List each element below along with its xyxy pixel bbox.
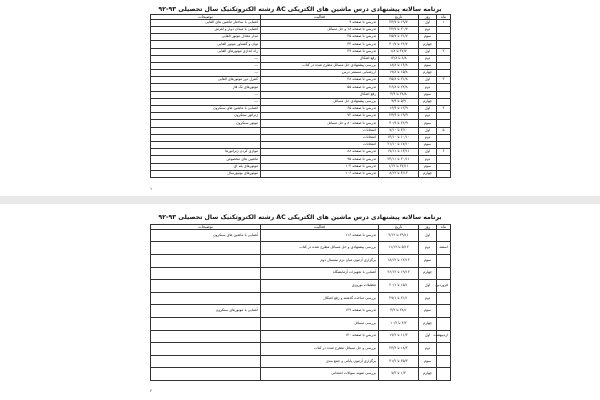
month-cell (437, 355, 451, 368)
date-cell: ۱/۳ تا ۷/۳ (379, 368, 419, 381)
month-cell (437, 120, 451, 127)
notes-cell: موتورهای پله ای (151, 163, 261, 170)
date-cell: ۲۹/۱۱ تا ۴/۱۲ (379, 229, 419, 242)
date-cell: ۲۸/۱ تا ۳/۲ (379, 305, 419, 318)
schedule-table (150, 14, 451, 178)
month-cell (437, 141, 451, 148)
table-row (151, 317, 451, 330)
table-row (151, 156, 451, 163)
month-cell (437, 91, 451, 98)
table-row (151, 163, 451, 170)
month-cell (437, 305, 451, 318)
table-row (151, 91, 451, 98)
month-cell: اسفند (437, 242, 451, 255)
day-cell: سوم (419, 62, 437, 69)
activity-cell: تدریس تا صفحه ۱۲۹ (261, 305, 379, 318)
date-cell: ۱۹/۱۲ تا ۲۶/۱۲ (379, 267, 419, 280)
activity-cell: بررسی نمونه سوالات امتحانی (261, 368, 379, 381)
day-cell: اول (419, 330, 437, 343)
table-row (151, 149, 451, 156)
day-cell: اول (419, 149, 437, 156)
day-cell: دوم (419, 292, 437, 305)
date-cell: ۲۶/۹ تا ۳۰/۹ (379, 120, 419, 127)
activity-cell: تدریس تا صفحه ۹۵ (261, 156, 379, 163)
notes-cell: آشنایی با میدان دوار و لغزش (151, 26, 261, 33)
notes-cell: موازی کردن ژنراتورها (151, 149, 261, 156)
day-cell: چهارم (419, 98, 437, 105)
month-cell (437, 163, 451, 170)
date-cell: ۴/۲ تا ۱۰/۲ (379, 317, 419, 330)
notes-cell (151, 343, 261, 356)
header-day: روز (419, 15, 437, 20)
date-cell: ۱۵/۸ تا ۱۹/۸ (379, 70, 419, 77)
notes-cell: راه اندازی موتورهای القایی (151, 48, 261, 55)
month-cell (437, 267, 451, 280)
date-cell: ۲۰/۱۱ تا ۲۴/۱۱ (379, 156, 419, 163)
table-row (151, 355, 451, 368)
table-row (151, 70, 451, 77)
date-cell: ۲۵/۲ تا ۳۱/۲ (379, 355, 419, 368)
month-cell (437, 84, 451, 91)
notes-cell (151, 330, 261, 343)
month-cell: ۴ (437, 106, 451, 113)
date-cell: ۲۱/۸ تا ۲۵/۸ (379, 77, 419, 84)
notes-cell: آشنایی با ماشین های سنکرون (151, 229, 261, 242)
activity-cell: امتحانات (261, 127, 379, 134)
month-cell: ۱ (437, 19, 451, 26)
month-cell: فروردین (437, 280, 451, 293)
day-cell: چهارم (419, 41, 437, 48)
month-cell (437, 26, 451, 33)
day-cell: سوم (419, 305, 437, 318)
table-row (151, 98, 451, 105)
notes-cell: موتورهای یونیورسال (151, 170, 261, 177)
notes-cell (151, 292, 261, 305)
activity-cell: آشنایی با تجهیزات آزمایشگاه (261, 267, 379, 280)
day-cell: چهارم (419, 170, 437, 177)
activity-cell: تدریس تا صفحه ۱۰۶ (261, 170, 379, 177)
date-cell: ۱۵/۱ تا ۲۰/۱ (379, 280, 419, 293)
day-cell: دوم (419, 84, 437, 91)
notes-cell: مدار معادل موتور القایی (151, 34, 261, 41)
date-cell: ۵/۹ تا ۹/۹ (379, 98, 419, 105)
notes-cell: — (151, 70, 261, 77)
header-month: ماه (437, 225, 451, 230)
day-cell: سوم (419, 355, 437, 368)
activity-cell: تدریس تا صفحه ۵۵ (261, 84, 379, 91)
date-cell: ۱۰/۱۰ تا ۱۴/۱۰ (379, 134, 419, 141)
day-cell: اول (419, 280, 437, 293)
activity-cell: بررسی پیشنهادی حل مسائل (261, 98, 379, 105)
activity-cell: بررسی پیشنهادی و حل مسائل مطرح شده در کتاب (261, 242, 379, 255)
document-page-2 (0, 204, 600, 400)
table-row (151, 170, 451, 177)
table-row (151, 55, 451, 62)
date-cell: ۲۶/۷ تا ۳۰/۷ (379, 41, 419, 48)
month-cell: ۲ (437, 48, 451, 55)
notes-cell: — (151, 55, 261, 62)
day-cell: چهارم (419, 267, 437, 280)
day-cell: اول (419, 19, 437, 26)
table-row (151, 280, 451, 293)
table-row (151, 62, 451, 69)
notes-cell: ژنراتور سنکرون (151, 113, 261, 120)
notes-cell: — (151, 98, 261, 105)
month-cell (437, 229, 451, 242)
month-cell (437, 156, 451, 163)
activity-cell: تدریس تا صفحه ۱۴۰ (261, 330, 379, 343)
header-month: ماه (437, 15, 451, 20)
notes-cell: موتور سنکرون (151, 120, 261, 127)
month-cell (437, 98, 451, 105)
page-title: برنامه سالانه پیشنهادی درس ماشین های الکتریکی AC رشته الکتروتکنیک سال تحصیلی ۹۳-۹۲ (158, 214, 442, 221)
table-row (151, 229, 451, 242)
table-row (151, 48, 451, 55)
month-cell (437, 170, 451, 177)
activity-cell: رفع اشکال (261, 91, 379, 98)
notes-cell (151, 280, 261, 293)
header-date: تاریخ (379, 225, 419, 230)
schedule-table (150, 224, 451, 381)
date-cell: ۲۱/۷ تا ۲۵/۷ (379, 34, 419, 41)
day-cell: دوم (419, 134, 437, 141)
table-row (151, 84, 451, 91)
table-row (151, 127, 451, 134)
day-cell: اول (419, 229, 437, 242)
table-row (151, 242, 451, 255)
table-row (151, 77, 451, 84)
date-cell: ۱۴/۸ تا ۱۸/۸ (379, 62, 419, 69)
header-notes: توضیحات (151, 225, 261, 230)
month-cell: اردیبهشت (437, 330, 451, 343)
date-cell: ۵/۱۲ تا ۱۱/۱۲ (379, 242, 419, 255)
month-cell (437, 254, 451, 267)
month-cell (437, 41, 451, 48)
activity-cell: تدریس تا صفحه ۳۹ (261, 48, 379, 55)
notes-cell: توان و گشتاور موتور القایی (151, 41, 261, 48)
table-row (151, 34, 451, 41)
notes-cell (151, 141, 261, 148)
notes-cell (151, 317, 261, 330)
date-cell: ۲۷/۱۱ تا ۱/۱۲ (379, 163, 419, 170)
date-cell: ۲۷/۷ تا ۱/۸ (379, 48, 419, 55)
month-cell (437, 343, 451, 356)
table-row (151, 26, 451, 33)
table-row (151, 141, 451, 148)
table-row (151, 254, 451, 267)
day-cell: سوم (419, 141, 437, 148)
date-cell: ۱۳/۱۱ تا ۱۷/۱۱ (379, 149, 419, 156)
day-cell: چهارم (419, 317, 437, 330)
notes-cell (151, 355, 261, 368)
notes-cell: ماشین های مخصوص (151, 156, 261, 163)
activity-cell: بررسی و حل مسائل مطرح شده در کتاب (261, 343, 379, 356)
table-row (151, 41, 451, 48)
header-activity: فعالیت (261, 225, 379, 230)
date-cell: ۱۹/۷ تا ۲۳/۷ (379, 19, 419, 26)
header-notes: توضیحات (151, 15, 261, 20)
date-cell: ۲۰/۷ تا ۲۴/۷ (379, 26, 419, 33)
activity-cell: امتحانات (261, 141, 379, 148)
notes-cell (151, 368, 261, 381)
activity-cell: تدریس تا صفحه ۱۱۶ (261, 229, 379, 242)
day-cell: دوم (419, 55, 437, 62)
day-cell: چهارم (419, 368, 437, 381)
date-cell: ۱۱/۲ تا ۱۷/۲ (379, 330, 419, 343)
day-cell: سوم (419, 163, 437, 170)
activity-cell: تدریس تا صفحه ۱۰۲ (261, 163, 379, 170)
month-cell (437, 70, 451, 77)
day-cell: سوم (419, 254, 437, 267)
month-cell: ۵ (437, 127, 451, 134)
activity-cell: تدریس تا صفحه ۴۸ (261, 77, 379, 84)
page-title: برنامه سالانه پیشنهادی درس ماشین های الکتریکی AC رشته الکتروتکنیک سال تحصیلی ۹۳-۹۲ (158, 6, 442, 13)
page-separator (0, 196, 600, 204)
table-row (151, 368, 451, 381)
activity-cell: امتحانات (261, 134, 379, 141)
month-cell (437, 55, 451, 62)
day-cell: اول (419, 48, 437, 55)
table-row (151, 120, 451, 127)
month-cell (437, 34, 451, 41)
notes-cell (151, 242, 261, 255)
activity-cell: تدریس تا صفحه ۹ (261, 19, 379, 26)
notes-cell (151, 127, 261, 134)
notes-cell: آشنایی با ماشین های سنکرون (151, 106, 261, 113)
activity-cell: تدریس تا صفحه ۷۲ (261, 113, 379, 120)
month-cell: ۳ (437, 77, 451, 84)
month-cell (437, 62, 451, 69)
page-number: ۲ (150, 388, 153, 393)
notes-cell: — (151, 91, 261, 98)
activity-cell: رفع اشکال (261, 55, 379, 62)
header-date: تاریخ (379, 15, 419, 20)
activity-cell: تدریس تا صفحه ۶۵ (261, 106, 379, 113)
date-cell: ۱۲/۱۲ تا ۱۸/۱۲ (379, 254, 419, 267)
notes-cell: کنترل دور موتورهای القایی (151, 77, 261, 84)
notes-cell (151, 134, 261, 141)
day-cell: اول (419, 106, 437, 113)
table-row (151, 19, 451, 26)
date-cell: ۴/۱۲ تا ۸/۱۲ (379, 170, 419, 177)
notes-cell: آشنایی با موتورهای سنکرون (151, 305, 261, 318)
date-cell: ۲۲/۸ تا ۲۶/۸ (379, 84, 419, 91)
table-row (151, 267, 451, 280)
date-cell: ۳/۱۰ تا ۷/۱۰ (379, 127, 419, 134)
activity-cell: برگزاری آزمون میان ترم نیمسال دوم (261, 254, 379, 267)
month-cell: ۶ (437, 149, 451, 156)
activity-cell: تدریس تا صفحه ۱۸ و حل مسائل (261, 26, 379, 33)
date-cell: ۱۹/۹ تا ۲۳/۹ (379, 113, 419, 120)
day-cell: اول (419, 127, 437, 134)
month-cell (437, 292, 451, 305)
notes-cell: — (151, 62, 261, 69)
activity-cell: تعطیلات نوروزی (261, 280, 379, 293)
date-cell: ۱۸/۲ تا ۲۴/۲ (379, 343, 419, 356)
date-cell: ۱۲/۹ تا ۱۶/۹ (379, 106, 419, 113)
day-cell: دوم (419, 26, 437, 33)
activity-cell: بررسی مسائل (261, 317, 379, 330)
activity-cell: ارزشیابی مستمر درس (261, 70, 379, 77)
notes-cell: موتورهای تک فاز (151, 84, 261, 91)
month-cell (437, 113, 451, 120)
table-row (151, 134, 451, 141)
date-cell: ۸/۸ تا ۱۲/۸ (379, 55, 419, 62)
date-cell: ۲۱/۱ تا ۲۷/۱ (379, 292, 419, 305)
activity-cell: برگزاری آزمون پایانی و جمع بندی (261, 355, 379, 368)
table-row (151, 343, 451, 356)
day-cell: دوم (419, 156, 437, 163)
day-cell: چهارم (419, 70, 437, 77)
month-cell (437, 368, 451, 381)
day-cell: سوم (419, 120, 437, 127)
activity-cell: بررسی مباحث گذشته و رفع اشکال (261, 292, 379, 305)
month-cell (437, 317, 451, 330)
day-cell: اول (419, 77, 437, 84)
table-row (151, 305, 451, 318)
date-cell: ۱۷/۱۰ تا ۲۱/۱۰ (379, 141, 419, 148)
activity-cell: تدریس تا صفحه ۲۵ (261, 34, 379, 41)
notes-cell: آشنایی با ساختار ماشین های القایی (151, 19, 261, 26)
month-cell (437, 134, 451, 141)
page-number: ۱ (150, 186, 153, 191)
day-cell: سوم (419, 34, 437, 41)
table-row (151, 113, 451, 120)
day-cell: سوم (419, 91, 437, 98)
table-row (151, 106, 451, 113)
activity-cell: تدریس تا صفحه ۸۸ (261, 149, 379, 156)
day-cell: دوم (419, 242, 437, 255)
activity-cell: تدریس تا صفحه ۳۳ (261, 41, 379, 48)
notes-cell (151, 267, 261, 280)
activity-cell: تدریس تا صفحه ۸۰ و حل مسائل (261, 120, 379, 127)
day-cell: دوم (419, 343, 437, 356)
date-cell: ۲۸/۸ تا ۳/۹ (379, 91, 419, 98)
table-row (151, 330, 451, 343)
header-day: روز (419, 225, 437, 230)
table-row (151, 292, 451, 305)
notes-cell (151, 254, 261, 267)
document-page-1 (0, 0, 600, 196)
day-cell: دوم (419, 113, 437, 120)
header-activity: فعالیت (261, 15, 379, 20)
activity-cell: بررسی پیشنهادی حل مسائل مطرح شده در کتاب (261, 62, 379, 69)
